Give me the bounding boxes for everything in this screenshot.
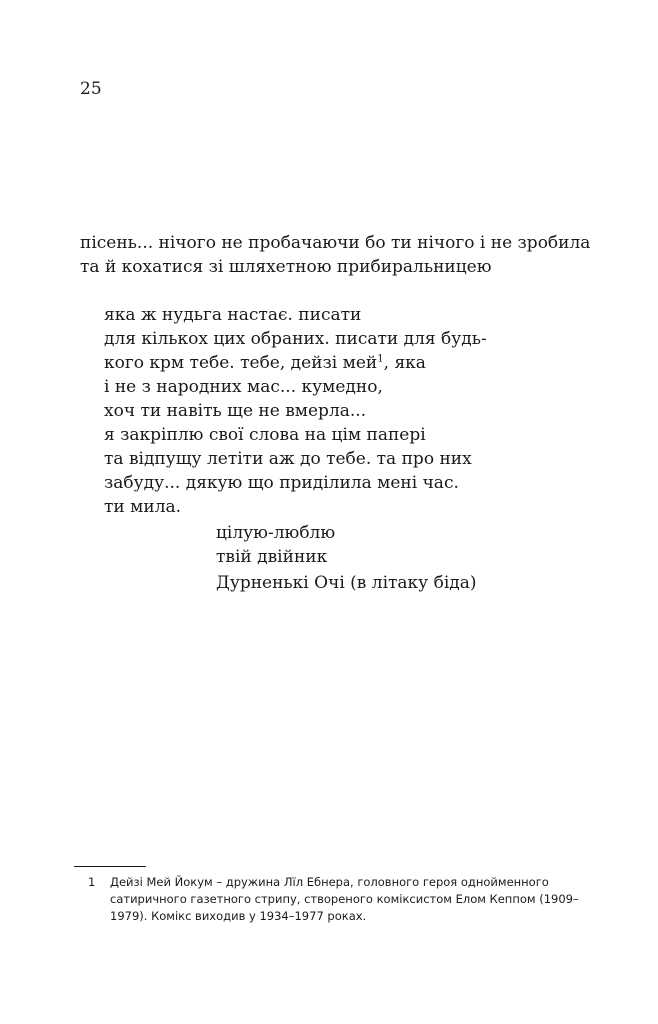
prose-line: пісень... нічого не пробачаючи бо ти нічого і не зробила — [80, 233, 591, 253]
verse-line: я закріплю свої слова на цім папері — [104, 425, 426, 445]
signature-line: Дурненькі Очі (в літаку біда) — [216, 573, 477, 593]
footnote-reference: 1 — [377, 353, 384, 365]
verse-line: ти мила. — [104, 497, 182, 517]
signature-line: твій двійник — [216, 547, 328, 567]
footnote-text — [110, 874, 579, 925]
footnote-divider — [74, 866, 146, 867]
verse-line: хоч ти навіть ще не вмерла... — [104, 401, 367, 421]
footnote-line: сатиричного газетного стрипу, створеного коміксистом Елом Кеппом (1909– — [110, 892, 579, 906]
verse-text: кого крм тебе. тебе, дейзі мей — [104, 353, 378, 373]
verse-line: забуду... дякую що приділила мені час. — [104, 473, 459, 493]
prose-line: та й кохатися зі шляхетною прибиральницею — [80, 257, 492, 277]
footnote-line: 1979). Комікс виходив у 1934–1977 роках. — [110, 909, 367, 923]
verse-text: , яка — [383, 353, 426, 373]
verse-line — [104, 352, 426, 374]
page-number: 25 — [80, 79, 102, 99]
verse-line: та відпущу летіти аж до тебе. та про них — [104, 449, 472, 469]
verse-line: яка ж нудьга настає. писати — [104, 305, 362, 325]
footnote-number: 1 — [88, 875, 96, 889]
signature-line: цілую-люблю — [216, 523, 336, 543]
footnote-line: Дейзі Мей Йокум – дружина Лїл Ебнера, головного героя однойменного — [110, 875, 549, 889]
verse-line: і не з народних мас... кумедно, — [104, 377, 383, 397]
verse-line: для кількох цих обраних. писати для будь- — [104, 329, 487, 349]
